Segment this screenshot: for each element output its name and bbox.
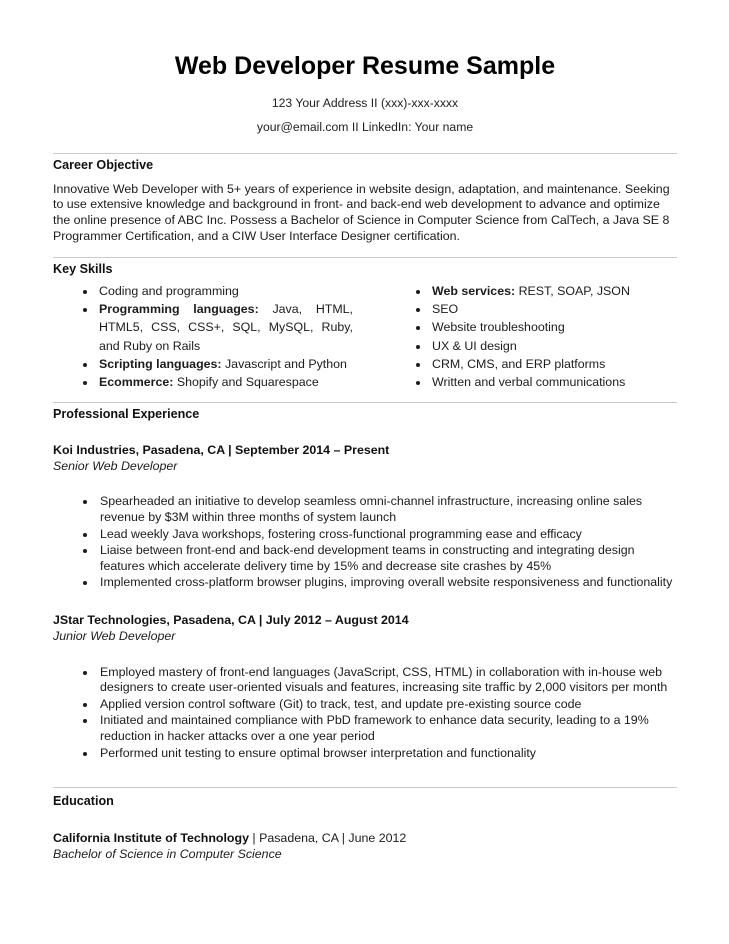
section-professional-experience: [53, 402, 677, 761]
job-bullet: • Lead weekly Java workshops, fostering cross-functional programming ease and efficacy: [97, 527, 677, 543]
job-bullet: • Spearheaded an initiative to develop seamless omni-channel infrastructure, increasing online sales revenue by $3M within three months of system launch: [97, 494, 677, 525]
skill-text: Coding and programming: [99, 283, 239, 298]
skill-text: UX & UI design: [432, 338, 517, 353]
skill-item: [97, 282, 353, 300]
skill-text: Java, HTML, HTML5, CSS, CSS+, SQL, MySQL, Ruby, and Ruby on Rails: [99, 302, 353, 353]
skill-item: [430, 300, 677, 318]
education-school-line: [53, 831, 677, 847]
skill-label: Scripting languages:: [99, 357, 222, 372]
key-skills-right-column: [386, 282, 677, 392]
job-company-line: JStar Technologies, Pasadena, CA | July 2012 – August 2014: [53, 613, 409, 628]
contact-line-email-linkedin: your@email.com II LinkedIn: Your name: [256, 120, 474, 135]
job-role: Senior Web Developer: [53, 458, 178, 473]
skill-item: [97, 300, 353, 355]
skill-text: Shopify and Squarespace: [173, 375, 319, 390]
job-bullet-list: [53, 665, 677, 762]
job-bullet: • Initiated and maintained compliance with PbD framework to enhance data security, leading to a 19% reduction in hacker attacks over a one year period: [97, 713, 677, 744]
skill-text: Javascript and Python: [221, 357, 347, 372]
skill-text: Written and verbal communications: [432, 375, 626, 390]
key-skills-left-column: [53, 282, 353, 392]
job-entry-koi-industries: [53, 443, 677, 591]
skill-item: [97, 355, 353, 373]
career-objective-text: Innovative Web Developer with 5+ years of experience in website design, adaptation, and maintenance. Seeking to use extensive knowledge and background in front- and back-end web development to advance and optimize the online presence of ABC Inc. Possess a Bachelor of Science in Computer Science from CalTech, a Java SE 8 Programmer Certification, and a CIW User Interface Designer certification.: [53, 181, 670, 243]
education-degree: Bachelor of Science in Computer Science: [53, 847, 282, 862]
job-entry-jstar-technologies: [53, 613, 677, 761]
contact-line-address-phone: 123 Your Address II (xxx)-xxx-xxxx: [271, 95, 459, 110]
job-bullet: • Performed unit testing to ensure optimal browser interpretation and functionality: [97, 746, 677, 762]
job-bullet: • Implemented cross-platform browser plugins, improving overall website responsiveness and functionality: [97, 575, 677, 591]
skill-text: CRM, CMS, and ERP platforms: [432, 357, 606, 372]
skill-item: [97, 373, 353, 391]
job-role: Junior Web Developer: [53, 628, 176, 643]
key-skills-columns: [53, 282, 677, 392]
skill-item: [430, 337, 677, 355]
job-bullet: • Applied version control software (Git) to track, test, and update pre-existing source code: [97, 697, 677, 713]
skill-text: SEO: [432, 302, 459, 317]
education-heading: Education: [53, 794, 114, 809]
career-objective-heading: Career Objective: [53, 157, 154, 172]
job-bullet: • Liaise between front-end and back-end development teams in constructing and integrating design features which accelerate delivery time by 15% and decrease site crashes by 45%: [97, 543, 677, 574]
skill-item: [430, 318, 677, 336]
skill-item: [430, 282, 677, 300]
education-details: | Pasadena, CA | June 2012: [248, 831, 407, 846]
job-company-line: Koi Industries, Pasadena, CA | September 2014 – Present: [53, 442, 390, 457]
section-career-objective: [53, 153, 677, 245]
section-education: [53, 787, 677, 862]
skill-label: Ecommerce:: [99, 375, 174, 390]
page-title: Web Developer Resume Sample: [174, 52, 556, 80]
skill-label: Programming languages:: [99, 302, 259, 317]
education-school: California Institute of Technology: [53, 831, 249, 846]
skill-label: Web services:: [432, 283, 516, 298]
job-bullet: • Employed mastery of front-end languages (JavaScript, CSS, HTML) in collaboration with in-house web designers to create user-oriented visuals and features, increasing site traffic by 2,000 visitors per month: [97, 665, 677, 696]
key-skills-heading: Key Skills: [53, 261, 113, 276]
skill-item: [430, 373, 677, 391]
section-key-skills: [53, 257, 677, 392]
skill-text: REST, SOAP, JSON: [515, 283, 630, 298]
resume-header: [53, 52, 677, 136]
skill-text: Website troubleshooting: [432, 320, 565, 335]
job-bullet-list: [53, 494, 677, 591]
professional-experience-heading: Professional Experience: [53, 406, 200, 421]
skill-item: [430, 355, 677, 373]
